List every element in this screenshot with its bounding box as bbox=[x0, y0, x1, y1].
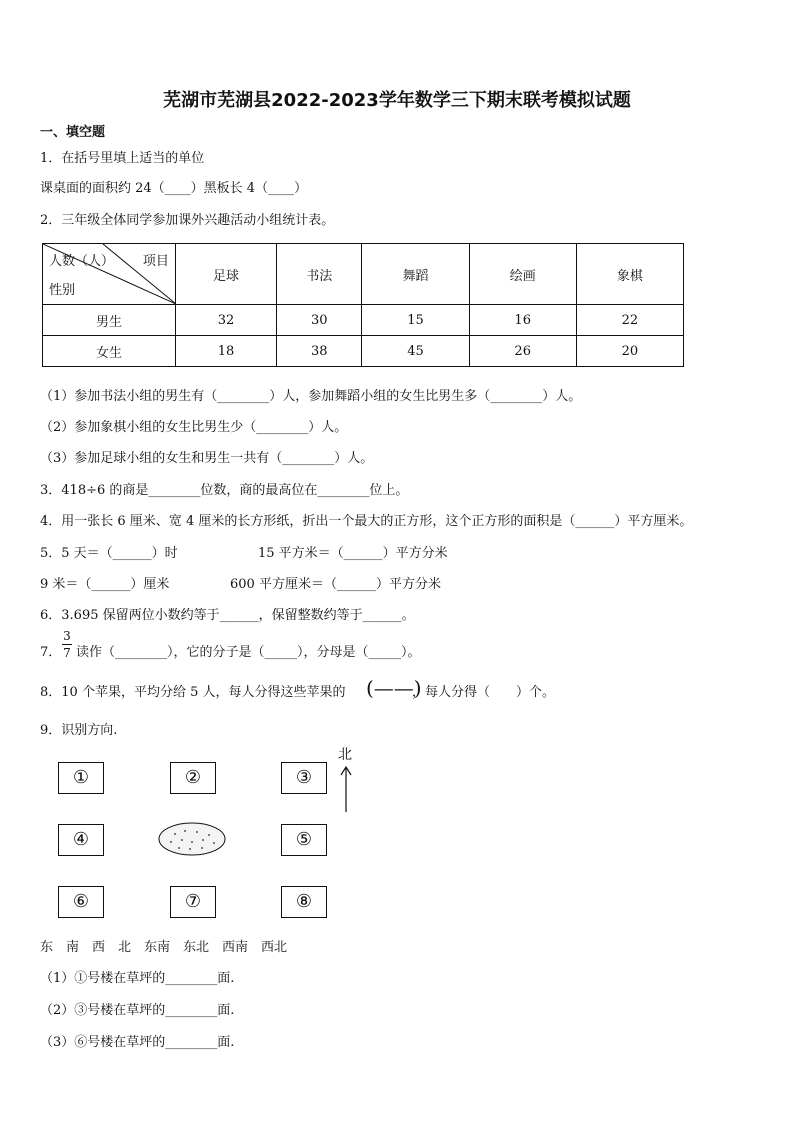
table-cell: 20 bbox=[576, 336, 683, 367]
q2-sub2: （2）参加象棋小组的女生比男生少（________）人。 bbox=[40, 420, 348, 435]
table-cell: 16 bbox=[469, 305, 576, 336]
q7-fraction bbox=[62, 629, 72, 660]
page-title: 芜湖市芜湖县2022-2023学年数学三下期末联考模拟试题 bbox=[163, 90, 631, 111]
table-cell: 32 bbox=[175, 305, 276, 336]
table-cell: 30 bbox=[277, 305, 362, 336]
col-header: 象棋 bbox=[576, 244, 683, 305]
corner-label-count: 人数（人） bbox=[49, 254, 115, 269]
table-cell: 26 bbox=[469, 336, 576, 367]
q2-sub3: （3）参加足球小组的女生和男生一共有（________）人。 bbox=[40, 451, 374, 466]
q5-d: 600 平方厘米＝（______）平方分米 bbox=[230, 577, 441, 592]
stats-table bbox=[42, 243, 684, 367]
q8-paren: (——) bbox=[366, 676, 422, 700]
building-8: ⑧ bbox=[281, 886, 327, 918]
table-row bbox=[43, 305, 684, 336]
fraction-bar bbox=[62, 644, 72, 645]
q5-c: 9 米＝（______）厘米 bbox=[40, 577, 170, 592]
q6: 6．3.695 保留两位小数约等于______，保留整数约等于______。 bbox=[40, 608, 415, 623]
table-row bbox=[43, 336, 684, 367]
col-header: 舞蹈 bbox=[362, 244, 469, 305]
building-1: ① bbox=[58, 762, 104, 794]
col-header: 足球 bbox=[175, 244, 276, 305]
q8-after: ，每人分得（ ）个。 bbox=[412, 685, 556, 700]
col-header: 绘画 bbox=[469, 244, 576, 305]
fraction-numerator: 3 bbox=[63, 629, 71, 643]
q1-line: 课桌面的面积约 24（____）黑板长 4（____） bbox=[40, 181, 308, 196]
q5-a: 5．5 天＝（______）时 bbox=[40, 546, 178, 561]
q7-number: 7． bbox=[40, 645, 62, 660]
q3: 3．418÷6 的商是________位数，商的最高位在________位上。 bbox=[40, 483, 409, 498]
corner-label-gender: 性别 bbox=[49, 283, 76, 298]
north-arrow-icon bbox=[338, 764, 354, 814]
fraction-denominator: 7 bbox=[63, 646, 71, 660]
q2-sub1: （1）参加书法小组的男生有（________）人，参加舞蹈小组的女生比男生多（________）人。 bbox=[40, 389, 582, 404]
building-6: ⑥ bbox=[58, 886, 104, 918]
building-2: ② bbox=[170, 762, 216, 794]
table-corner-cell bbox=[43, 244, 176, 305]
building-4: ④ bbox=[58, 824, 104, 856]
table-cell: 22 bbox=[576, 305, 683, 336]
q9-sub2: （2）③号楼在草坪的________面. bbox=[40, 1003, 235, 1018]
building-7: ⑦ bbox=[170, 886, 216, 918]
table-cell: 38 bbox=[277, 336, 362, 367]
q9-stem: 9．识别方向. bbox=[40, 723, 118, 738]
q7-text: 读作（________），它的分子是（_____），分母是（_____）。 bbox=[76, 645, 421, 660]
q1-stem: 1．在括号里填上适当的单位 bbox=[40, 151, 205, 166]
corner-label-item: 项目 bbox=[142, 254, 169, 269]
q9-sub1: （1）①号楼在草坪的________面. bbox=[40, 971, 235, 986]
q4: 4．用一张长 6 厘米、宽 4 厘米的长方形纸，折出一个最大的正方形，这个正方形的面积是（______）平方厘米。 bbox=[40, 514, 693, 529]
table-cell: 18 bbox=[175, 336, 276, 367]
table-cell: 15 bbox=[362, 305, 469, 336]
north-label: 北 bbox=[338, 747, 352, 763]
table-header-row bbox=[43, 244, 684, 305]
q9-sub3: （3）⑥号楼在草坪的________面. bbox=[40, 1035, 235, 1050]
row-label: 女生 bbox=[43, 336, 176, 367]
q5-b: 15 平方米＝（______）平方分米 bbox=[258, 546, 448, 561]
row-label: 男生 bbox=[43, 305, 176, 336]
col-header: 书法 bbox=[277, 244, 362, 305]
q8-before: 8．10 个苹果，平均分给 5 人，每人分得这些苹果的 bbox=[40, 685, 346, 700]
table-cell: 45 bbox=[362, 336, 469, 367]
building-3: ③ bbox=[281, 762, 327, 794]
direction-words: 东 南 西 北 东南 东北 西南 西北 bbox=[40, 940, 288, 955]
building-5: ⑤ bbox=[281, 824, 327, 856]
q2-stem: 2．三年级全体同学参加课外兴趣活动小组统计表。 bbox=[40, 213, 335, 228]
section-heading: 一、填空题 bbox=[40, 125, 106, 140]
lawn-icon bbox=[157, 820, 227, 858]
